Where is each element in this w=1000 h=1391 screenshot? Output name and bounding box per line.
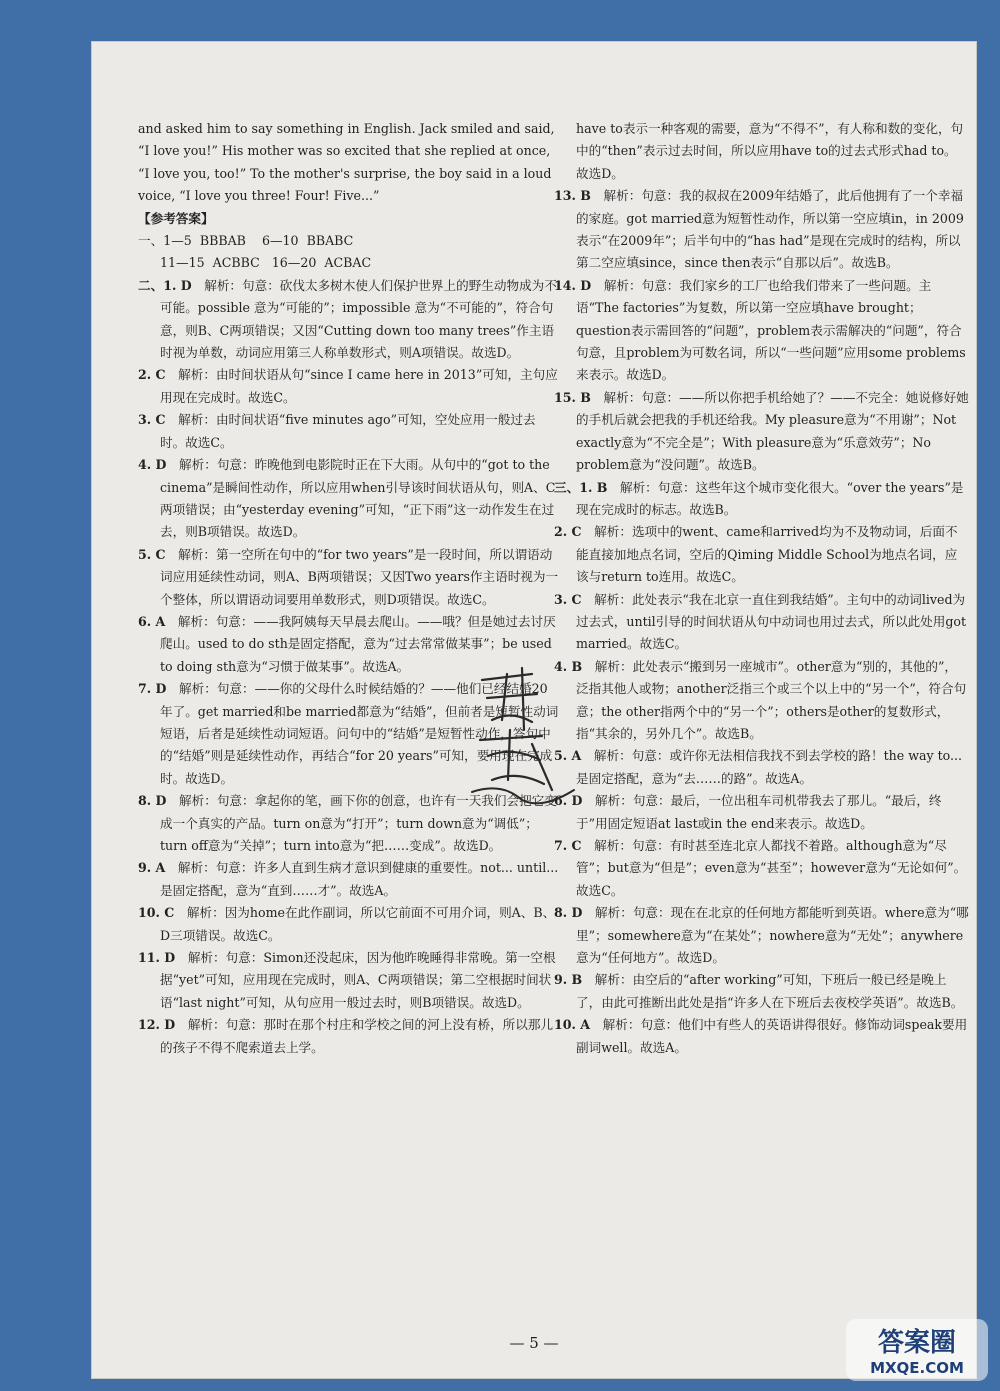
answer-text: 解析：句意：Simon还没起床，因为他昨晚睡得非常晚。第一空根据“yet”可知，应用现在完成时，则A、C两项错误；第二空根据时间状语“last night”可知，从句应用一般过去时，则B项错误。故选D。 <box>160 950 556 1010</box>
answer-item <box>138 947 560 1014</box>
answer-num: 10. C <box>138 905 175 921</box>
answer-item <box>138 902 560 947</box>
answer-item <box>554 745 969 790</box>
answer-item <box>138 364 560 409</box>
answer-item <box>138 857 560 902</box>
watermark-text: 答案圈 <box>877 1328 957 1358</box>
answer-num: 3. C <box>554 591 582 607</box>
answer-item <box>554 185 969 275</box>
answer-text: 解析：句意：砍伐太多树木使人们保护世界上的野生动物成为不可能。possible 意为“可能的”；impossible 意为“不可能的”，符合句意，则B、C两项错误；又因“Cutting down too many trees”作主语时视为单数，动词应用第三人称单数形式，则A项错误。故选D。 <box>160 277 557 361</box>
section3-list <box>554 477 969 1060</box>
answer-num: 二、1. D <box>138 277 192 293</box>
answer-num: 7. D <box>138 681 167 697</box>
answer-text: 解析：句意：现在在北京的任何地方都能听到英语。where意为“哪里”；somewhere意为“在某处”；nowhere意为“无处”；anywhere意为“任何地方”。故选D。 <box>576 905 969 966</box>
answer-text: 解析：选项中的went、came和arrived均为不及物动词，后面不能直接加地点名词，空后的Qiming Middle School为地点名词，应该与return to连用。故选C。 <box>576 524 958 585</box>
answer-text: 解析：句意：或许你无法相信我找不到去学校的路！the way to...是固定搭配，意为“去……的路”。故选A。 <box>576 748 963 786</box>
answer-num: 12. D <box>138 1017 176 1033</box>
answer-num: 9. A <box>138 860 166 876</box>
intro-paragraph: and asked him to say something in English. Jack smiled and said, “I love you!” His mother was so excited that she replied at once, “I love you, too!” To the mother's surprise, the boy said in a loud voice, “I love you three! Four! Five...” <box>138 121 555 204</box>
section2-right-list <box>554 185 969 476</box>
answer-num: 5. C <box>138 546 166 562</box>
answer-num: 11. D <box>138 950 176 966</box>
answer-num: 8. D <box>138 793 167 809</box>
answer-text: 解析：句意：他们中有些人的英语讲得很好。修饰动词speak要用副词well。故选A。 <box>576 1017 968 1055</box>
answer-text: 解析：句意：昨晚他到电影院时正在下大雨。从句中的“got to the cinema”是瞬间性动作，所以应用when引导该时间状语从句，则A、C两项错误；由“yesterday evening”可知，“正下雨”这一动作发生在过去，则B项错误。故选D。 <box>160 457 556 540</box>
answer-item <box>554 477 969 522</box>
handwritten-signature <box>462 660 592 810</box>
right-column <box>554 118 969 1059</box>
answer-item <box>138 1014 560 1059</box>
section1-row1: 一、1—5 BBBAB 6—10 BBABC <box>138 233 354 249</box>
site-watermark-logo <box>842 1315 992 1385</box>
answer-item <box>138 275 560 365</box>
answer-num: 10. A <box>554 1017 591 1033</box>
answer-num: 7. C <box>554 838 582 853</box>
answer-item <box>554 656 969 746</box>
answer-text: 解析：由时间状语从句“since I came here in 2013”可知，主句应用现在完成时。故选C。 <box>160 367 558 405</box>
continuation-text: have to表示一种客观的需要，意为“不得不”，有人称和数的变化，句中的“then”表示过去时间，所以应用have to的过去式形式had to。故选D。 <box>576 121 964 181</box>
answer-item <box>554 589 969 656</box>
answer-num: 2. C <box>138 367 166 383</box>
answer-num: 6. D <box>554 793 583 809</box>
answer-num: 6. A <box>138 613 166 629</box>
answer-num: 15. B <box>554 389 591 405</box>
page-number: — 5 — <box>509 1334 559 1352</box>
answer-item <box>554 790 969 835</box>
answer-num: 8. D <box>554 905 583 921</box>
answer-item <box>554 835 969 902</box>
answer-num: 2. C <box>554 524 582 540</box>
answer-item <box>138 544 560 611</box>
answer-item <box>138 409 560 454</box>
answer-item <box>554 902 969 969</box>
answer-item <box>554 387 969 477</box>
answer-num: 5. A <box>554 748 582 764</box>
answer-page <box>92 42 976 1378</box>
answer-item <box>554 275 969 387</box>
answer-text: 解析：句意：我的叔叔在2009年结婚了，此后他拥有了一个幸福的家庭。got married意为短暂性动作，所以第一空应填in，in 2009表示“在2009年”；后半句中的“has had”是现在完成时的结构，所以第二空应填since，since then表示“自那以后”。故选B。 <box>576 188 964 271</box>
answer-text: 解析：句意：拿起你的笔，画下你的创意，也许有一天我们会把它变成一个真实的产品。turn on意为“打开”；turn down意为“调低”；turn off意为“关掉”；turn into意为“把……变成”。故选D。 <box>160 793 557 853</box>
answer-text: 解析：句意：——所以你把手机给她了？——不完全：她说修好她的手机后就会把我的手机还给我。My pleasure意为“不用谢”；Not exactly意为“不完全是”；With pleasure意为“乐意效劳”；No problem意为“没问题”。故选B。 <box>576 389 969 473</box>
section1-row2: 11—15 ACBBC 16—20 ACBAC <box>160 255 372 271</box>
left-column <box>138 118 560 1059</box>
answer-item <box>554 969 969 1014</box>
answer-num: 14. D <box>554 277 592 293</box>
answer-text: 解析：句意：最后，一位出租车司机带我去了那儿。“最后，终于”用固定短语at last或in the end来表示。故选D。 <box>576 793 942 831</box>
answer-num: 4. B <box>554 658 583 674</box>
answer-num: 3. C <box>138 412 166 428</box>
answer-text: 解析：句意：——我阿姨每天早晨去爬山。——哦？但是她过去讨厌爬山。used to do sth是固定搭配，意为“过去常常做某事”；be used to doing sth意为“习惯于做某事”。故选A。 <box>160 613 556 674</box>
answer-text: 解析：此处表示“搬到另一座城市”。other意为“别的，其他的”，泛指其他人或物；another泛指三个或三个以上中的“另一个”，符合句意；the other指两个中的“另一个”；others是other的复数形式，指“其余的，另外几个”。故选B。 <box>576 658 967 741</box>
answer-text: 解析：句意：那时在那个村庄和学校之间的河上没有桥，所以那儿的孩子不得不爬索道去上学。 <box>160 1017 554 1055</box>
answer-num: 三、1. B <box>554 479 608 495</box>
answer-text: 解析：句意：有时甚至连北京人都找不着路。although意为“尽管”；but意为“但是”；even意为“甚至”；however意为“无论如何”。故选C。 <box>576 838 967 898</box>
answer-text: 解析：因为home在此作副词，所以它前面不可用介词，则A、B、D三项错误。故选C。 <box>160 905 556 943</box>
answer-item <box>138 454 560 544</box>
answer-text: 解析：由时间状语“five minutes ago”可知，空处应用一般过去时。故选C。 <box>160 412 536 450</box>
answer-text: 解析：句意：这些年这个城市变化很大。“over the years”是现在完成时的标志。故选B。 <box>576 479 964 517</box>
answers-header: 【参考答案】 <box>138 210 214 226</box>
answer-text: 解析：由空后的“after working”可知，下班后一般已经是晚上了，由此可推断出此处是指“许多人在下班后去夜校学英语”。故选B。 <box>576 972 964 1010</box>
answer-item <box>554 1014 969 1059</box>
answer-num: 9. B <box>554 972 583 988</box>
answer-text: 解析：第一空所在句中的“for two years”是一段时间，所以谓语动词应用延续性动词，则A、B两项错误；又因Two years作主语时视为一个整体，所以谓语动词要用单数形式，则D项错误。故选C。 <box>160 546 559 607</box>
watermark-url: MXQE.COM <box>870 1359 964 1377</box>
answer-item <box>554 521 969 588</box>
answer-num: 4. D <box>138 457 167 473</box>
answer-num: 13. B <box>554 188 591 204</box>
answer-text: 解析：此处表示“我在北京一直住到我结婚”。主句中的动词lived为过去式，until引导的时间状语从句中动词也用过去式，所以此处用got married。故选C。 <box>576 591 967 652</box>
answer-text: 解析：句意：许多人直到生病才意识到健康的重要性。not... until...是固定搭配，意为“直到……才”。故选A。 <box>160 860 559 898</box>
answer-text: 解析：句意：我们家乡的工厂也给我们带来了一些问题。主语“The factories”为复数，所以第一空应填have brought；question表示需回答的“问题”，problem表示需解决的“问题”，符合句意，且problem为可数名词，所以“一些问题”应用some problems来表示。故选D。 <box>576 277 966 383</box>
answer-text: 解析：句意：——你的父母什么时候结婚的？——他们已经结婚20年了。get married和be married都意为“结婚”，但前者是短暂性动词短语，后者是延续性动词短语。问句中的“结婚”是短暂性动作，答句中的“结婚”则是延续性动作，再结合“for 20 years”可知，要用现在完成时。故选D。 <box>160 681 559 786</box>
